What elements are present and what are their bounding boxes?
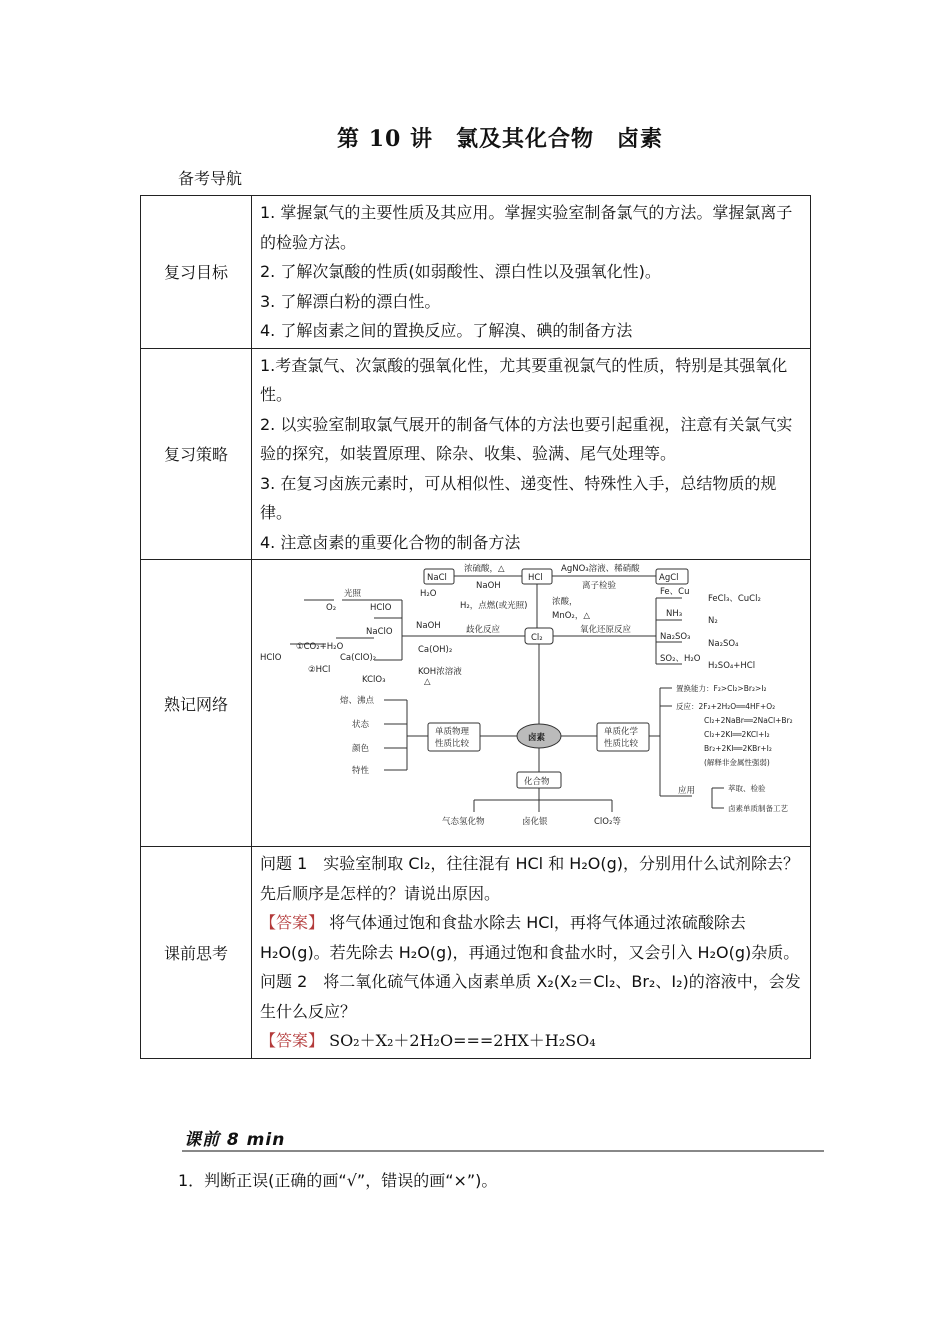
label-prop-mp: 熔、沸点 (340, 696, 375, 706)
label-nacl: NaCl (427, 573, 447, 583)
question-2: 问题 2 将二氧化硫气体通入卤素单质 X₂(X₂＝Cl₂、Br₂、I₂)的溶液中，会发生什么反应？ (260, 972, 801, 1021)
table-row (141, 348, 811, 560)
label-conc-h2so4: 浓硫酸，△ (464, 564, 505, 574)
label-phys-1: 单质物理 (435, 727, 470, 737)
label-craft: 卤素单质制备工艺 (728, 804, 788, 813)
label-eq-3: Br₂+2KI══2KBr+I₂ (704, 744, 772, 753)
label-extract: 萃取、检验 (728, 784, 766, 793)
row-label-goals: 复习目标 (141, 196, 252, 349)
label-halogen: 卤素 (528, 733, 546, 743)
banner-title: 课前 8 min (184, 1130, 286, 1150)
think-content (252, 847, 811, 1059)
label-kclo3: KClO₃ (362, 675, 386, 685)
label-apply: 应用 (678, 786, 696, 796)
table-row (141, 196, 811, 349)
row-label-think: 课前思考 (141, 847, 252, 1059)
goal-line: 3. 了解漂白粉的漂白性。 (260, 291, 441, 311)
label-prop-special: 特性 (352, 766, 370, 776)
label-naclo: NaClO (366, 627, 393, 637)
label-compound: 化合物 (524, 777, 550, 787)
label-chem-1: 单质化学 (604, 727, 639, 737)
label-hclo-left: HClO (260, 653, 282, 663)
answer-label: 【答案】 (260, 913, 325, 932)
label-caoh2: Ca(OH)₂ (418, 645, 453, 655)
label-agno3: AgNO₃溶液、稀硝酸 (561, 564, 640, 574)
label-o2: O₂ (326, 603, 337, 613)
banner-divider (182, 1150, 824, 1152)
label-so2: SO₂、H₂O (660, 654, 701, 664)
strategy-content (252, 348, 811, 560)
strategy-line: 1.考查氯气、次氯酸的强氧化性，尤其要重视氯气的性质，特别是其强氧化性。 (260, 355, 788, 404)
label-bottom-clo2: ClO₂等 (594, 817, 621, 827)
label-nh3: NH₃ (666, 609, 683, 619)
label-n2: N₂ (708, 616, 718, 626)
label-naoh-top: NaOH (476, 581, 501, 591)
answer-2 (260, 1026, 802, 1056)
label-bottom-silver: 卤化银 (522, 817, 548, 827)
page-title: 第 10 讲 氯及其化合物 卤素 (337, 126, 663, 152)
label-caclo2: Ca(ClO)₂ (340, 653, 377, 663)
label-prop-color: 颜色 (352, 744, 370, 754)
label-h2so4: H₂SO₄+HCl (708, 661, 756, 671)
table-row (141, 560, 811, 847)
label-hcl: HCl (528, 573, 543, 583)
strategy-line: 3. 在复习卤族元素时，可从相似性、递变性、特殊性入手，总结物质的规律。 (260, 473, 777, 522)
strategy-line: 4. 注意卤素的重要化合物的制备方法 (260, 532, 521, 552)
label-h2-light: H₂，点燃(或光照) (460, 601, 528, 611)
label-ion-test: 离子检验 (582, 581, 617, 591)
label-react: 反应：2F₂+2H₂O══4HF+O₂ (676, 702, 776, 711)
label-eq-1: Cl₂+2NaBr══2NaCl+Br₂ (704, 716, 793, 725)
label-guangzhao: 光照 (344, 589, 362, 599)
label-hcl-2: ②HCl (308, 665, 331, 675)
answer-2-text: SO₂＋X₂＋2H₂O===2HX＋H₂SO₄ (324, 1031, 596, 1050)
row-label-strategy: 复习策略 (141, 348, 252, 560)
goal-line: 1. 掌握氯气的主要性质及其应用。掌握实验室制备氯气的方法。掌握氯离子的检验方法。 (260, 203, 793, 252)
label-h2o-left: H₂O (420, 589, 437, 599)
label-eq-2: Cl₂+2KI══2KCl+I₂ (704, 730, 770, 739)
label-na2so4: Na₂SO₄ (708, 639, 739, 649)
network-diagram-cell (252, 560, 811, 847)
chlorine-network-diagram (252, 560, 810, 842)
label-chem-2: 性质比较 (604, 739, 639, 749)
label-delta: △ (424, 677, 431, 687)
label-bottom-hydride: 气态氢化物 (442, 817, 485, 827)
review-table (140, 195, 811, 1059)
label-displace: 置换能力：F₂>Cl₂>Br₂>I₂ (676, 684, 767, 693)
label-disprop: 歧化反应 (466, 625, 501, 635)
label-fecl3: FeCl₃、CuCl₂ (708, 594, 761, 604)
section-banner (182, 1123, 824, 1153)
label-redox: 氧化还原反应 (580, 625, 632, 635)
label-fe-cu: Fe、Cu (660, 587, 690, 597)
table-row (141, 847, 811, 1059)
label-prop-state: 状态 (352, 720, 370, 730)
question-1: 问题 1 实验室制取 Cl₂，往往混有 HCl 和 H₂O(g)，分别用什么试剂除去？先后顺序是怎样的？请说出原因。 (260, 854, 799, 903)
label-mno2: MnO₂，△ (552, 611, 590, 621)
exercise-1: 1．判断正误(正确的画“√”，错误的画“×”)。 (178, 1171, 498, 1190)
answer-label: 【答案】 (260, 1031, 325, 1050)
label-phys-2: 性质比较 (435, 739, 470, 749)
label-naoh-left: NaOH (416, 621, 441, 631)
row-label-network: 熟记网络 (141, 560, 252, 847)
goals-content (252, 196, 811, 349)
label-na2so3: Na₂SO₃ (660, 632, 691, 642)
goal-line: 4. 了解卤素之间的置换反应。了解溴、碘的制备方法 (260, 321, 633, 340)
label-agcl: AgCl (659, 573, 679, 583)
label-note: (解释非金属性强弱) (704, 758, 770, 767)
strategy-line: 2. 以实验室制取氯气展开的制备气体的方法也要引起重视，注意有关氯气实验的探究，如装置原理、除杂、收集、验满、尾气处理等。 (260, 414, 793, 463)
label-conc-acid: 浓酸， (552, 597, 578, 607)
answer-1-text: 将气体通过饱和食盐水除去 HCl，再将气体通过浓硫酸除去 H₂O(g)。若先除去 H₂O(g)，再通过饱和食盐水时，又会引入 H₂O(g)杂质。 (260, 913, 800, 962)
section-subtitle: 备考导航 (178, 169, 243, 188)
label-hclo: HClO (370, 603, 392, 613)
goal-line: 2. 了解次氯酸的性质(如弱酸性、漂白性以及强氧化性)。 (260, 262, 661, 281)
answer-1 (260, 908, 802, 967)
label-cl2: Cl₂ (531, 633, 543, 643)
label-co2: ①CO₂+H₂O (296, 642, 344, 652)
label-koh: KOH浓溶液 (418, 667, 462, 677)
